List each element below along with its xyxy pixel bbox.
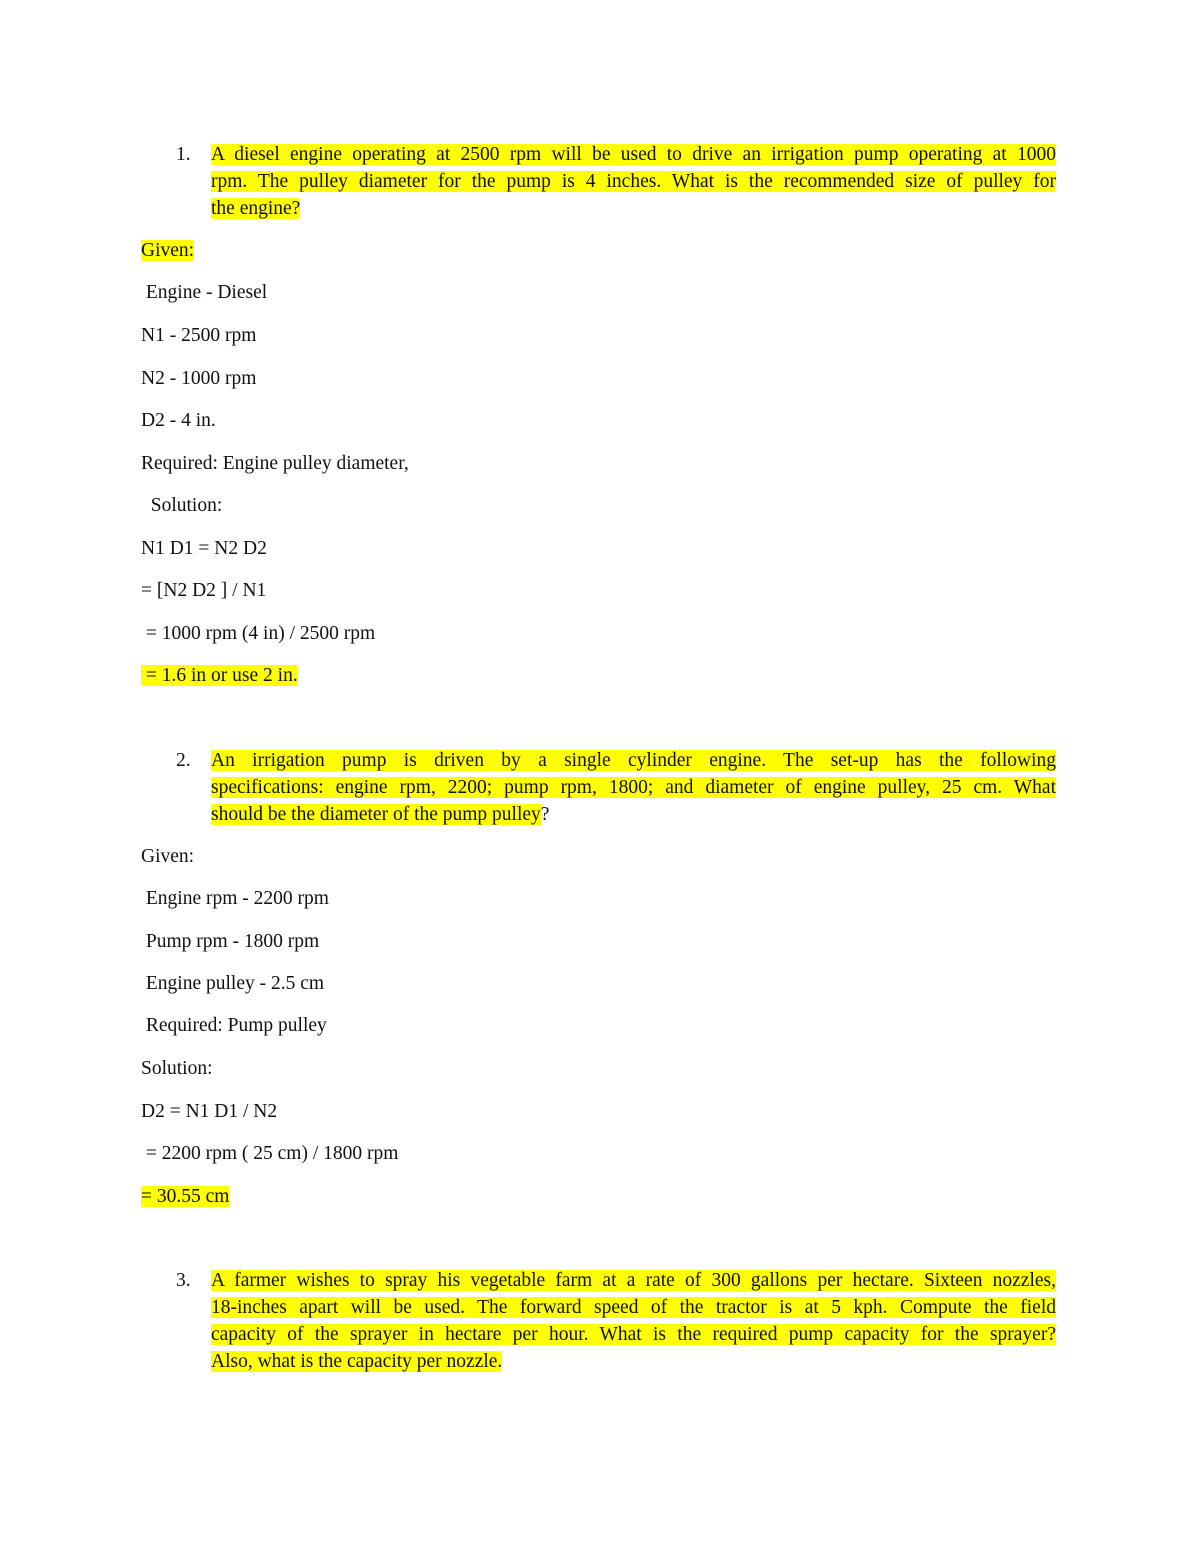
given-n2: N2 - 1000 rpm bbox=[141, 368, 257, 389]
equation-1a: N1 D1 = N2 D2 bbox=[141, 538, 267, 559]
equation-1b: = [N2 D2 ] / N1 bbox=[141, 580, 267, 601]
required-2: Required: Pump pulley bbox=[141, 1015, 327, 1036]
question-text bbox=[211, 1267, 1056, 1375]
given-label-text: Given: bbox=[141, 240, 195, 261]
given-engine-rpm: Engine rpm - 2200 rpm bbox=[141, 888, 329, 909]
answer-2-text: = 30.55 cm bbox=[141, 1186, 230, 1207]
given-engine: Engine - Diesel bbox=[141, 282, 268, 303]
equation-1c: = 1000 rpm (4 in) / 2500 rpm bbox=[141, 623, 376, 644]
given-pump-rpm: Pump rpm - 1800 rpm bbox=[141, 931, 320, 952]
question-line: should be the diameter of the pump pulley bbox=[211, 804, 541, 825]
question-number: 2. bbox=[176, 750, 191, 771]
solution-label-2: Solution: bbox=[141, 1058, 213, 1079]
question-line: rpm. The pulley diameter for the pump is 4 inches. What is the recommended size of pulley for bbox=[211, 171, 1056, 192]
question-trailing: ? bbox=[540, 804, 550, 825]
question-text bbox=[211, 747, 1056, 828]
given-engine-pulley: Engine pulley - 2.5 cm bbox=[141, 973, 325, 994]
question-line: capacity of the sprayer in hectare per hour. What is the required pump capacity for the sprayer? bbox=[211, 1324, 1056, 1345]
question-line: A farmer wishes to spray his vegetable farm at a rate of 300 gallons per hectare. Sixteen nozzles, bbox=[211, 1270, 1056, 1291]
equation-2b: = 2200 rpm ( 25 cm) / 1800 rpm bbox=[141, 1143, 399, 1164]
answer-2 bbox=[141, 1183, 229, 1210]
question-line: 18-inches apart will be used. The forward speed of the tractor is at 5 kph. Compute the field bbox=[211, 1297, 1056, 1318]
question-number: 1. bbox=[176, 144, 191, 165]
question-line: the engine? bbox=[211, 198, 301, 219]
solution-label-1: Solution: bbox=[141, 495, 223, 516]
question-text bbox=[211, 141, 1056, 222]
required-1: Required: Engine pulley diameter, bbox=[141, 453, 409, 474]
question-line: Also, what is the capacity per nozzle. bbox=[211, 1351, 503, 1372]
answer-1-text: = 1.6 in or use 2 in. bbox=[141, 665, 298, 686]
given-n1: N1 - 2500 rpm bbox=[141, 325, 257, 346]
given-label-2: Given: bbox=[141, 846, 195, 867]
answer-1 bbox=[141, 662, 298, 689]
equation-2a: D2 = N1 D1 / N2 bbox=[141, 1101, 278, 1122]
given-label-1 bbox=[141, 237, 194, 264]
given-d2: D2 - 4 in. bbox=[141, 410, 216, 431]
question-number: 3. bbox=[176, 1270, 191, 1291]
question-line: specifications: engine rpm, 2200; pump rpm, 1800; and diameter of engine pulley, 25 cm. What bbox=[211, 777, 1056, 798]
question-line: An irrigation pump is driven by a single cylinder engine. The set-up has the following bbox=[211, 750, 1056, 771]
question-line: A diesel engine operating at 2500 rpm will be used to drive an irrigation pump operating at 1000 bbox=[211, 144, 1056, 165]
